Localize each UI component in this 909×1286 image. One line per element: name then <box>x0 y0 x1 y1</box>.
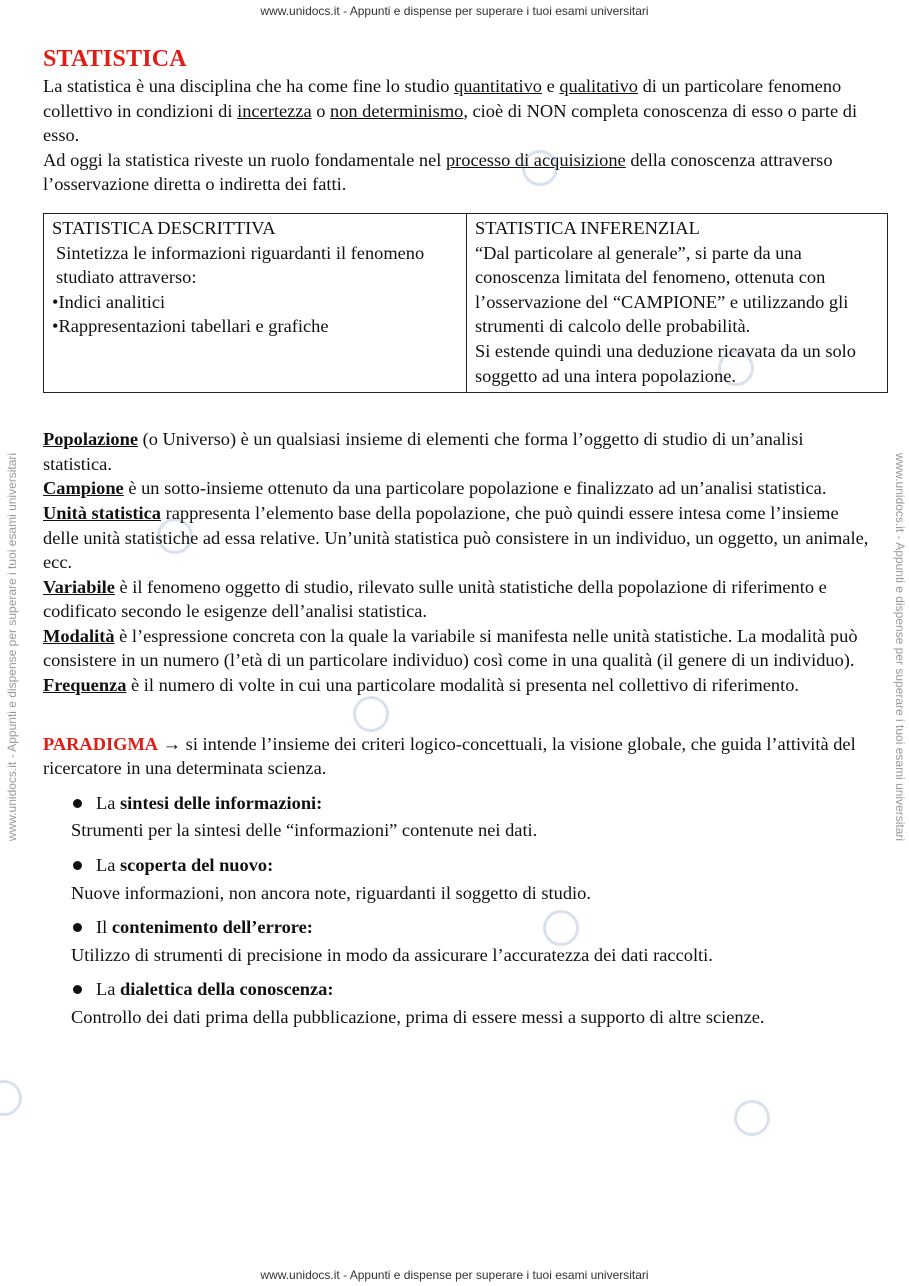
bullet-title-text: sintesi delle informazioni: <box>120 792 323 813</box>
definitions-list <box>43 427 873 698</box>
bullet-title <box>71 853 873 878</box>
definition-item <box>43 501 873 575</box>
descriptive-item: •Rappresentazioni tabellari e grafiche <box>52 316 329 337</box>
paradigm-bullets <box>43 791 873 1030</box>
descriptive-text: Sintetizza le informazioni riguardanti il fenomeno studiato attraverso: <box>56 242 425 288</box>
intro-text: della conoscenza attraverso l’osservazione diretta o indiretta dei fatti. <box>43 149 833 195</box>
bullet-prefix: La <box>96 979 120 1000</box>
table-row <box>44 213 888 392</box>
side-watermark-left: www.unidocs.it - Appunti e dispense per superare i tuoi esami universitari <box>5 452 19 842</box>
intro-text: , cioè di NON completa conoscenza di esso o parte di esso. <box>43 100 858 146</box>
paradigm-heading: PARADIGMA <box>43 733 159 754</box>
bullet-icon <box>73 985 82 994</box>
bullet-text: Controllo dei dati prima della pubblicazione, prima di essere messi a supporto di altre scienze. <box>71 1007 765 1027</box>
unidocs-logo-icon <box>0 1080 22 1116</box>
bullet-prefix: La <box>96 855 120 876</box>
bullet-prefix: Il <box>96 917 112 938</box>
bullet-title-text: dialettica della conoscenza: <box>120 979 334 1000</box>
descriptive-item: •Indici analitici <box>52 291 166 312</box>
bullet-icon <box>73 861 82 870</box>
paradigm-section <box>43 732 873 1030</box>
list-item <box>71 915 873 967</box>
header-watermark: www.unidocs.it - Appunti e dispense per superare i tuoi esami universitari <box>260 4 649 18</box>
definition-text: è il numero di volte in cui una particolare modalità si presenta nel collettivo di riferimento. <box>126 675 800 696</box>
bullet-prefix: La <box>96 792 120 813</box>
bullet-title <box>71 791 873 816</box>
inferential-cell <box>467 213 888 392</box>
list-item <box>71 977 873 1029</box>
definition-item <box>43 673 873 698</box>
definition-text: è il fenomeno oggetto di studio, rilevato sulle unità statistiche della popolazione di riferimento e codificato secondo le esigenze dell’analisi statistica. <box>43 576 827 622</box>
bullet-title-text: contenimento dell’errore: <box>111 917 313 938</box>
definition-term: Frequenza <box>43 675 127 696</box>
bullet-icon <box>73 799 82 808</box>
definition-item <box>43 624 873 673</box>
bullet-title <box>71 977 873 1002</box>
definition-text: è l’espressione concreta con la quale la variabile si manifesta nelle unità statistiche. La modalità può consistere in un numero (l’età di un particolare individuo) così come in una qualità (il genere di un individuo). <box>43 625 858 671</box>
bullet-title-text: scoperta del nuovo: <box>120 855 274 876</box>
descriptive-cell <box>44 213 467 392</box>
intro-paragraph-1 <box>43 74 873 148</box>
intro-text: e <box>541 76 560 96</box>
definition-text: (o Universo) è un qualsiasi insieme di elementi che forma l’oggetto di studio di un’analisi statistica. <box>43 429 804 474</box>
bullet-text: Strumenti per la sintesi delle “informazioni” contenute nei dati. <box>71 820 538 841</box>
bullet-text: Nuove informazioni, non ancora note, riguardanti il soggetto di studio. <box>71 882 591 903</box>
inferential-text: Si estende quindi una deduzione ricavata da un solo soggetto ad una intera popolazione. <box>475 340 856 386</box>
unidocs-logo-icon <box>734 1100 770 1136</box>
inferential-heading: STATISTICA INFERENZIAL <box>475 217 700 238</box>
intro-paragraph-2 <box>43 148 873 197</box>
paradigm-intro <box>43 732 873 781</box>
statistics-types-table <box>43 213 888 393</box>
definition-term: Variabile <box>43 576 115 597</box>
definition-text: rappresenta l’elemento base della popolazione, che può quindi essere intesa come l’insieme delle unità statistiche ad essa relative. Un’unità statistica può consistere in un individuo, un oggetto, un animale, ecc. <box>43 502 869 573</box>
definition-item <box>43 575 873 624</box>
bullet-text: Utilizzo di strumenti di precisione in modo da assicurare l’accuratezza dei dati raccolti. <box>71 944 713 965</box>
underlined-term: processo di acquisizione <box>445 149 626 170</box>
underlined-term: qualitativo <box>559 76 638 96</box>
definition-term: Campione <box>43 478 124 499</box>
underlined-term: incertezza <box>237 100 312 121</box>
definition-item <box>43 427 873 476</box>
inferential-text: “Dal particolare al generale”, si parte da una conoscenza limitata del fenomeno, ottenuta con l’osservazione del “CAMPIONE” e utilizzando gli strumenti di calcolo delle probabilità. <box>475 242 849 337</box>
bullet-title <box>71 915 873 940</box>
list-item <box>71 791 873 843</box>
footer-watermark: www.unidocs.it - Appunti e dispense per superare i tuoi esami universitari <box>260 1268 649 1282</box>
list-item <box>71 853 873 905</box>
page-title: STATISTICA <box>43 46 187 72</box>
definition-item <box>43 476 873 501</box>
intro-text: o <box>311 100 330 121</box>
descriptive-heading: STATISTICA DESCRITTIVA <box>52 217 276 238</box>
bullet-icon <box>73 923 82 932</box>
document-body <box>43 44 873 1030</box>
intro-text: La statistica è una disciplina che ha come fine lo studio <box>43 76 455 96</box>
intro-text: Ad oggi la statistica riveste un ruolo fondamentale nel <box>43 149 446 170</box>
underlined-term: non determinismo <box>330 100 464 121</box>
side-watermark-right: www.unidocs.it - Appunti e dispense per superare i tuoi esami universitari <box>893 452 907 842</box>
definition-term: Unità statistica <box>43 502 161 523</box>
intro-text: di un particolare fenomeno collettivo in condizioni di <box>43 76 842 121</box>
underlined-term: quantitativo <box>454 76 542 96</box>
definition-term: Modalità <box>43 625 115 646</box>
definition-term: Popolazione <box>43 429 139 450</box>
definition-text: è un sotto-insieme ottenuto da una particolare popolazione e finalizzato ad un’analisi statistica. <box>123 478 827 499</box>
paradigm-text: → si intende l’insieme dei criteri logico-concettuali, la visione globale, che guida l’attività del ricercatore in una determinata scienza. <box>43 733 856 779</box>
